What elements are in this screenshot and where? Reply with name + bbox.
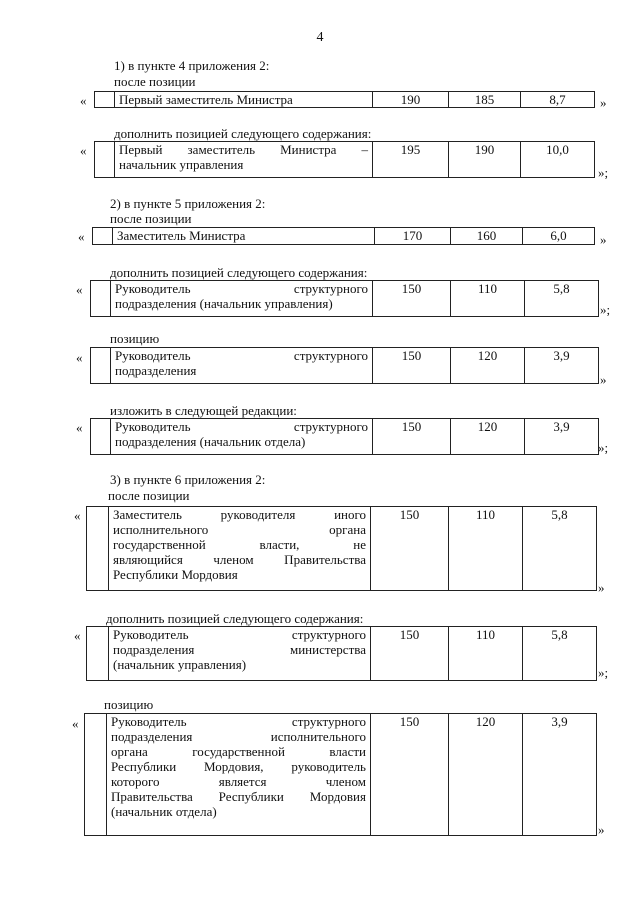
row-value-3: 6,0 <box>523 228 595 245</box>
quote-open: « <box>80 143 87 158</box>
quote-open: « <box>76 282 83 297</box>
page-number: 4 <box>316 30 324 45</box>
row-value-1: 150 <box>373 348 451 384</box>
row-value-2: 110 <box>449 627 523 681</box>
quote-close-semicolon: »; <box>598 440 609 455</box>
row-value-1: 170 <box>375 228 451 245</box>
row-value-2: 120 <box>451 419 525 455</box>
row-value-3: 5,8 <box>525 281 599 317</box>
row-value-1: 195 <box>373 142 449 178</box>
position-row-7 <box>86 506 597 591</box>
position-row-8 <box>86 626 597 681</box>
quote-close-semicolon: »; <box>600 302 611 317</box>
row-value-2: 110 <box>449 507 523 591</box>
position-row-1 <box>94 91 595 108</box>
row-value-2: 190 <box>449 142 521 178</box>
row-value-2: 110 <box>451 281 525 317</box>
row-value-1: 150 <box>371 714 449 836</box>
state-as-text: изложить в следующей редакции: <box>110 403 297 418</box>
quote-open: « <box>76 420 83 435</box>
after-position-text: после позиции <box>110 211 192 226</box>
row-description: Руководитель структурного подразделения министерства (начальник управления) <box>109 627 371 681</box>
row-value-3: 5,8 <box>523 627 597 681</box>
row-value-1: 190 <box>373 92 449 108</box>
quote-close-semicolon: »; <box>598 665 609 680</box>
quote-close: » <box>598 580 605 595</box>
position-text: позицию <box>110 331 160 346</box>
row-description: Первый заместитель Министра <box>115 92 373 108</box>
row-value-3: 10,0 <box>521 142 595 178</box>
after-position-text: после позиции <box>108 488 190 503</box>
row-value-2: 160 <box>451 228 523 245</box>
row-description: Руководитель структурного подразделения (начальник отдела) <box>111 419 373 455</box>
row-value-3: 3,9 <box>523 714 597 836</box>
position-row-9 <box>84 713 597 836</box>
row-description: Заместитель Министра <box>113 228 375 245</box>
quote-open: « <box>80 93 87 108</box>
quote-open: « <box>78 229 85 244</box>
position-row-4 <box>90 280 599 317</box>
row-value-2: 120 <box>449 714 523 836</box>
section-3-title: 3) в пункте 6 приложения 2: <box>110 472 266 487</box>
row-description: Заместитель руководителя иного исполнительного органа государственной власти, не являющийся членом Правительства Республики Мордовия <box>109 507 371 591</box>
row-value-2: 185 <box>449 92 521 108</box>
row-description: Первый заместитель Министра – начальник управления <box>115 142 373 178</box>
row-value-3: 3,9 <box>525 348 599 384</box>
row-value-1: 150 <box>371 507 449 591</box>
quote-close: » <box>600 95 607 110</box>
section-1-title: 1) в пункте 4 приложения 2: <box>114 58 270 73</box>
row-value-1: 150 <box>373 281 451 317</box>
row-blank-cell <box>95 92 115 108</box>
supplement-text: дополнить позицией следующего содержания: <box>114 126 372 141</box>
position-row-5 <box>90 347 599 384</box>
row-value-2: 120 <box>451 348 525 384</box>
quote-open: « <box>74 508 81 523</box>
quote-open: « <box>72 716 79 731</box>
after-position-text: после позиции <box>114 74 196 89</box>
section-2-title: 2) в пункте 5 приложения 2: <box>110 196 266 211</box>
quote-close: » <box>600 232 607 247</box>
supplement-text: дополнить позицией следующего содержания: <box>106 611 364 626</box>
position-row-2 <box>94 141 595 178</box>
position-row-6 <box>90 418 599 455</box>
quote-open: « <box>76 350 83 365</box>
row-value-3: 8,7 <box>521 92 595 108</box>
row-value-3: 3,9 <box>525 419 599 455</box>
position-row-3 <box>92 227 595 245</box>
row-description: Руководитель структурного подразделения исполнительного органа государственной власти Республики Мордовия, руководитель которого является членом Правительства Республики Мордовия (начальник отдела) <box>107 714 371 836</box>
quote-close: » <box>600 372 607 387</box>
row-description: Руководитель структурного подразделения (начальник управления) <box>111 281 373 317</box>
quote-open: « <box>74 628 81 643</box>
supplement-text: дополнить позицией следующего содержания: <box>110 265 368 280</box>
position-text: позицию <box>104 697 154 712</box>
row-value-1: 150 <box>373 419 451 455</box>
quote-close: » <box>598 822 605 837</box>
row-value-1: 150 <box>371 627 449 681</box>
row-description: Руководитель структурного подразделения <box>111 348 373 384</box>
quote-close-semicolon: »; <box>598 165 609 180</box>
row-value-3: 5,8 <box>523 507 597 591</box>
